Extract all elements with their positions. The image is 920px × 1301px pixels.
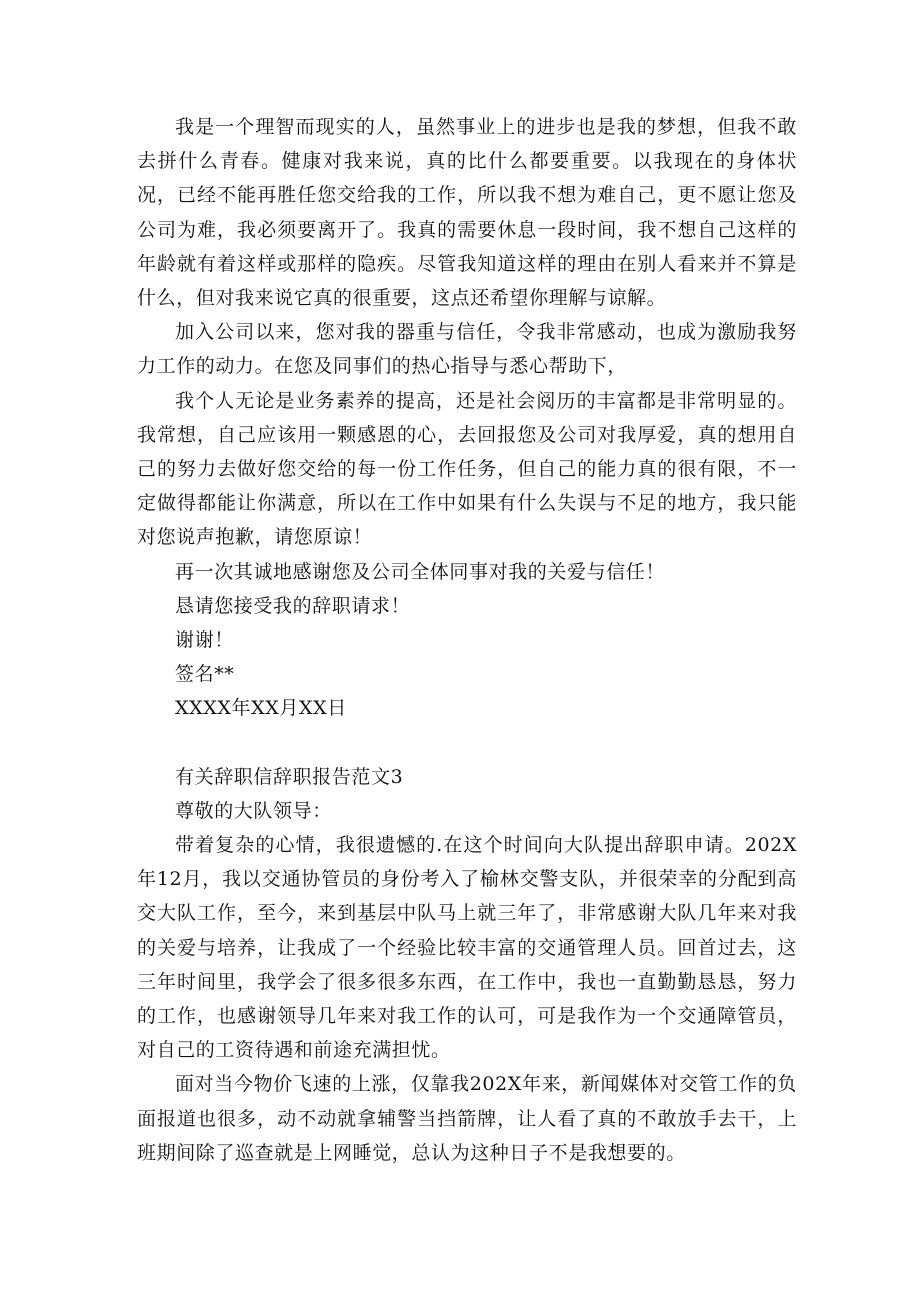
section-title: 有关辞职信辞职报告范文3 [175, 765, 404, 788]
closing-request: 恳请您接受我的辞职请求！ [175, 594, 411, 617]
document-page [137, 110, 797, 1170]
paragraph-concerns: 面对当今物价飞速的上涨，仅靠我202X年来，新闻媒体对交管工作的负面报道也很多，动不动就拿辅警当挡箭牌，让人看了真的不敢放手去干，上班期间除了巡查就是上网睡觉，总认为这种日子不是我想要的。 [137, 1073, 797, 1164]
closing-thanks-again: 再一次其诚地感谢您及公司全体同事对我的关爱与信任！ [175, 560, 666, 583]
paragraph-resignation-request: 带着复杂的心情，我很遗憾的.在这个时间向大队提出辞职申请。202X年12月，我以交通协管员的身份考入了榆林交警支队，并很荣幸的分配到高交大队工作，至今，来到基层中队马上就三年了，非常感谢大队几年来对我的关爱与培养，让我成了一个经验比较丰富的交通管理人员。回首过去，这三年时间里，我学会了很多很多东西，在工作中，我也一直勤勤恳恳，努力的工作，也感谢领导几年来对我工作的认可，可是我作为一个交通障管员，对自己的工资待遇和前途充满担忧。 [137, 834, 797, 1062]
date-line: XXXX年XX月XX日 [175, 697, 347, 720]
signature: 签名** [175, 663, 235, 686]
closing-thank-you: 谢谢！ [175, 629, 234, 652]
salutation: 尊敬的大队领导： [175, 799, 332, 822]
paragraph-apology: 我个人无论是业务素养的提高，还是社会阅历的丰富都是非常明显的。我常想，自己应该用一颗感恩的心，去回报您及公司对我厚爱，真的想用自己的努力去做好您交给的每一份工作任务，但自己的能力真的很有限，不一定做得都能让你满意，所以在工作中如果有什么失误与不足的地方，我只能对您说声抱歉，请您原谅！ [137, 389, 797, 549]
paragraph-health-reason: 我是一个理智而现实的人，虽然事业上的进步也是我的梦想，但我不敢去拼什么青春。健康对我来说，真的比什么都要重要。以我现在的身体状况，已经不能再胜任您交给我的工作，所以我不想为难自己，更不愿让您及公司为难，我必须要离开了。我真的需要休息一段时间，我不想自己这样的年龄就有着这样或那样的隐疾。尽管我知道这样的理由在别人看来并不算是什么，但对我来说它真的很重要，这点还希望你理解与谅解。 [137, 116, 797, 310]
section-spacer [137, 726, 797, 760]
paragraph-gratitude: 加入公司以来，您对我的器重与信任，令我非常感动，也成为激励我努力工作的动力。在您及同事们的热心指导与悉心帮助下， [137, 321, 797, 378]
